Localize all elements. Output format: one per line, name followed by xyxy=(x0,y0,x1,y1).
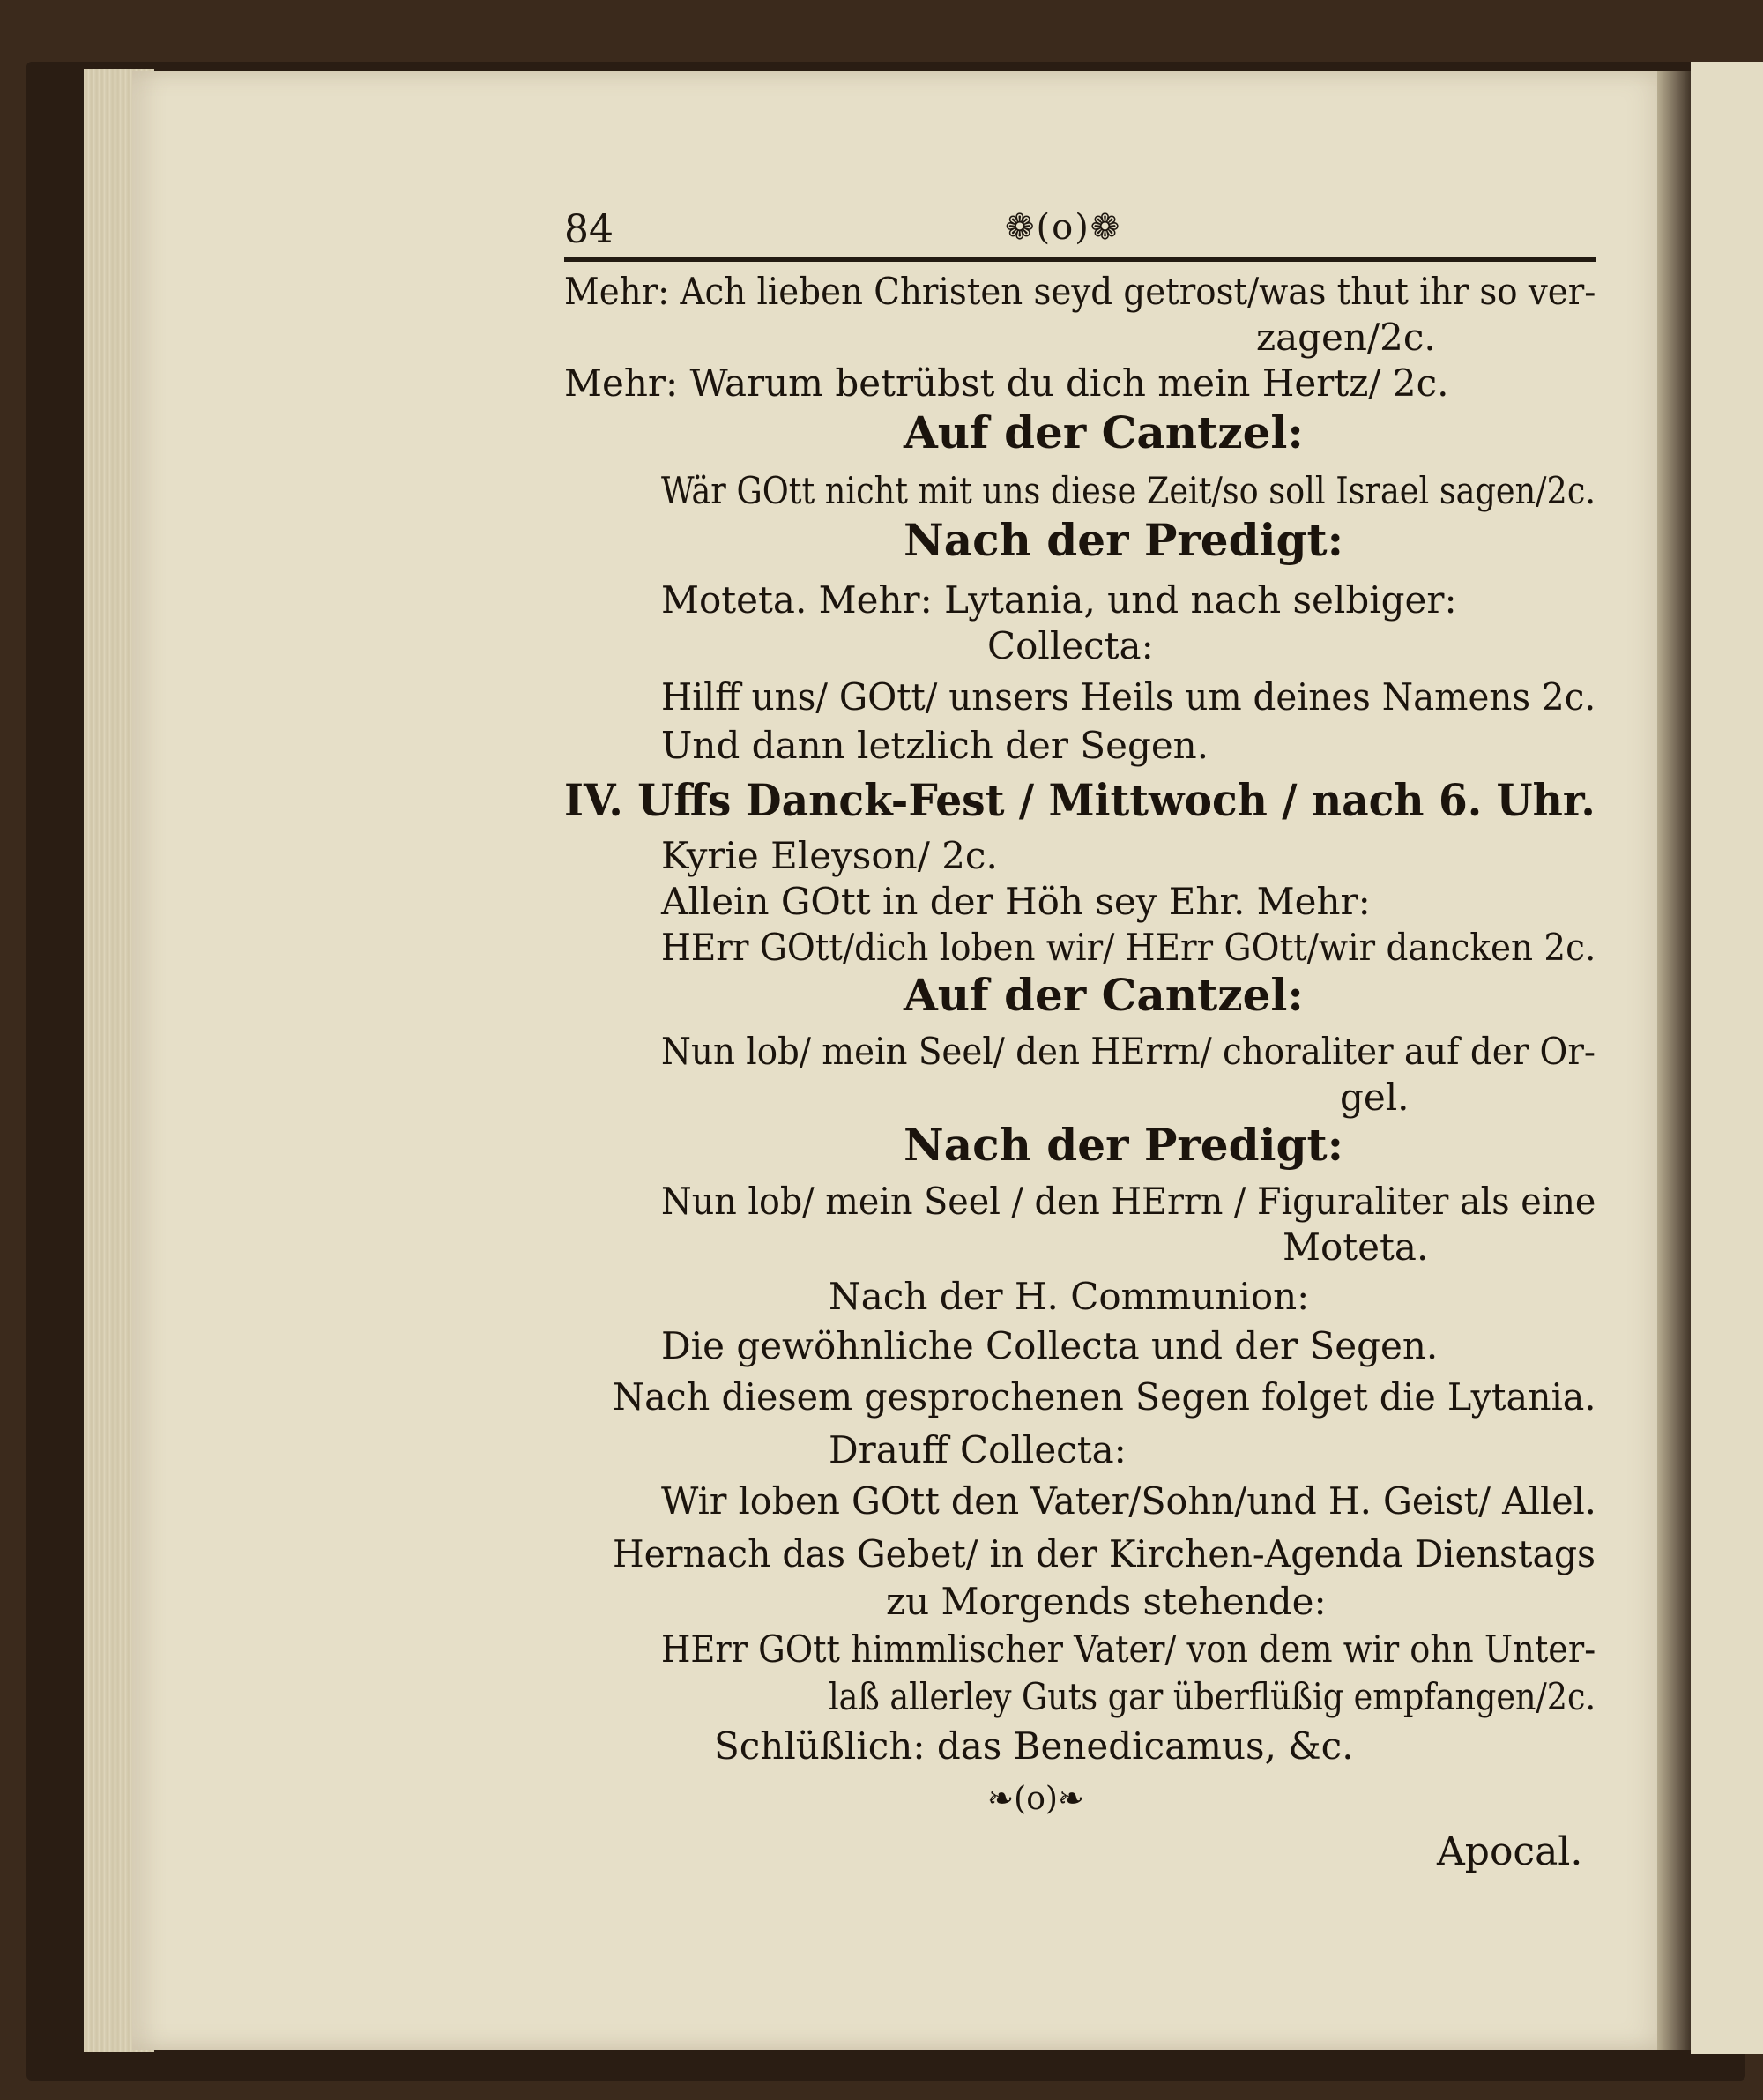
text-line: Die gewöhnliche Collecta und der Segen. xyxy=(661,1324,1439,1367)
text-line: Nun lob/ mein Seel/ den HErrn/ choraliter auf der Or- xyxy=(661,1030,1596,1073)
header-ornament: ❁(o)❁ xyxy=(1005,207,1122,248)
text-line: Schlüßlich: das Benedicamus, &c. xyxy=(714,1724,1354,1768)
section-heading: IV. Uffs Danck-Fest / Mittwoch / nach 6. Uhr. xyxy=(564,774,1596,826)
facing-page-edge xyxy=(1691,62,1763,2054)
text-line: Allein GOtt in der Höh sey Ehr. Mehr: xyxy=(661,880,1371,923)
text-line: Und dann letzlich der Segen. xyxy=(661,724,1209,767)
section-heading: Nach der Predigt: xyxy=(904,514,1344,566)
book-gutter xyxy=(1657,71,1692,2050)
page-number: 84 xyxy=(564,207,614,252)
text-line: Drauff Collecta: xyxy=(829,1428,1127,1471)
text-line: zu Morgends stehende: xyxy=(886,1580,1327,1623)
text-line: gel. xyxy=(1340,1076,1410,1119)
page-header xyxy=(564,207,1596,260)
text-line: Nach diesem gesprochenen Segen folget die Lytania. xyxy=(613,1375,1596,1419)
text-line: laß allerley Guts gar überflüßig empfangen/2c. xyxy=(829,1675,1596,1718)
catchword: Apocal. xyxy=(1437,1829,1583,1874)
text-line: zagen/2c. xyxy=(1256,316,1436,359)
section-heading: Auf der Cantzel: xyxy=(904,406,1304,458)
text-line: Hernach das Gebet/ in der Kirchen-Agenda Dienstags xyxy=(613,1532,1596,1575)
text-line: Wir loben GOtt den Vater/Sohn/und H. Geist/ Allel. xyxy=(661,1479,1596,1523)
text-line: Wär GOtt nicht mit uns diese Zeit/so soll Israel sagen/2c. xyxy=(661,469,1596,512)
section-heading: Nach der Predigt: xyxy=(904,1119,1344,1171)
text-line: Mehr: Warum betrübst du dich mein Hertz/ 2c. xyxy=(564,361,1449,405)
text-line: Nun lob/ mein Seel / den HErrn / Figuraliter als eine xyxy=(661,1180,1596,1223)
section-heading: Auf der Cantzel: xyxy=(904,969,1304,1021)
header-rule xyxy=(564,257,1596,262)
text-line: Hilff uns/ GOtt/ unsers Heils um deines Namens 2c. xyxy=(661,675,1596,719)
text-line: HErr GOtt/dich loben wir/ HErr GOtt/wir dancken 2c. xyxy=(661,926,1596,969)
text-line: HErr GOtt himmlischer Vater/ von dem wir ohn Unter- xyxy=(661,1627,1596,1671)
text-line: Moteta. xyxy=(1283,1225,1429,1269)
text-line: Collecta: xyxy=(987,624,1154,667)
text-line: Nach der H. Communion: xyxy=(829,1275,1310,1318)
text-line: Mehr: Ach lieben Christen seyd getrost/was thut ihr so ver- xyxy=(564,270,1596,313)
end-ornament: ❧(o)❧ xyxy=(987,1781,1085,1817)
text-line: Kyrie Eleyson/ 2c. xyxy=(661,834,998,877)
text-line: Moteta. Mehr: Lytania, und nach selbiger: xyxy=(661,578,1457,622)
